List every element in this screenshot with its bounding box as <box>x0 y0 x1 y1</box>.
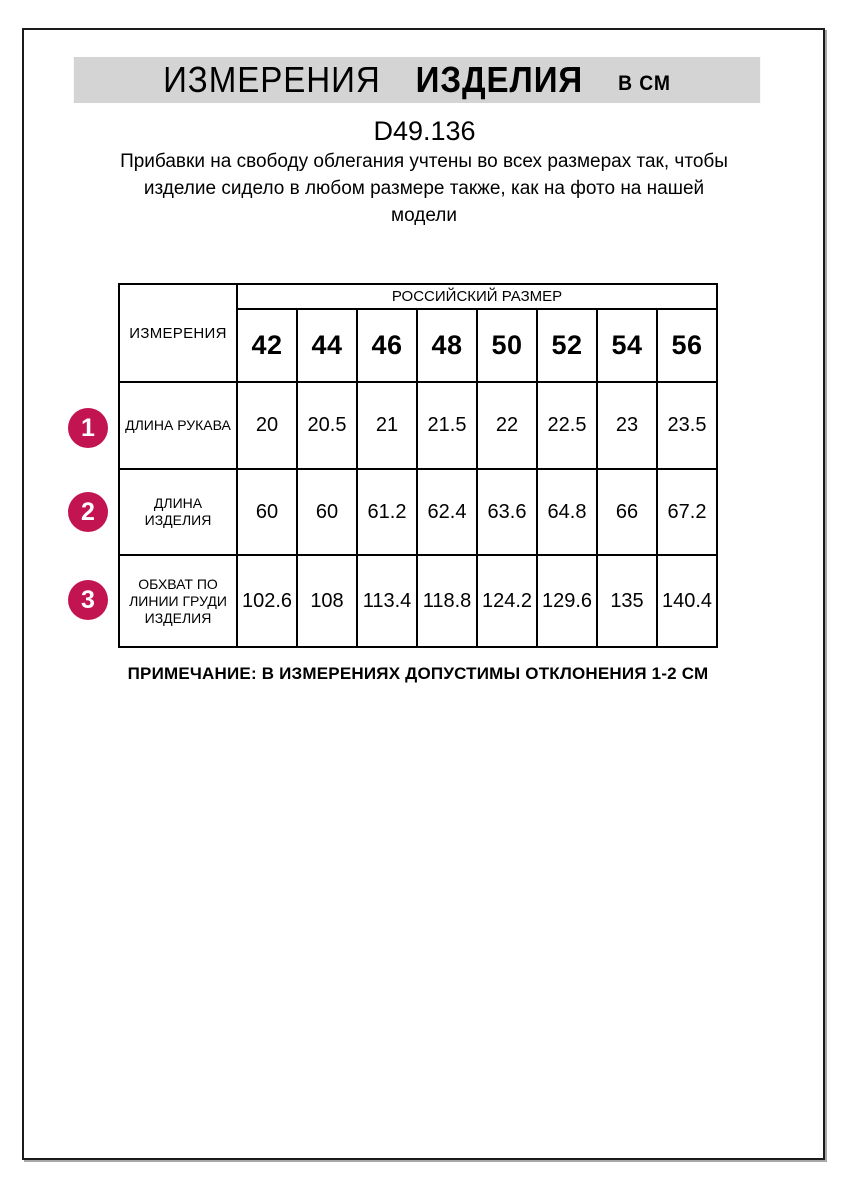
table-cell: 63.6 <box>477 469 537 555</box>
table-cell: 140.4 <box>657 555 717 647</box>
size-header: 54 <box>597 309 657 382</box>
title-product: ИЗДЕЛИЯ <box>415 59 584 100</box>
title-bar <box>74 57 760 103</box>
size-header: 56 <box>657 309 717 382</box>
row-number-badge-3: 3 <box>68 580 108 620</box>
row-label: ОБХВАТ ПО ЛИНИИ ГРУДИ ИЗДЕЛИЯ <box>119 555 237 647</box>
size-header: 44 <box>297 309 357 382</box>
row-number-badge-2: 2 <box>68 492 108 532</box>
size-header: 52 <box>537 309 597 382</box>
table-cell: 61.2 <box>357 469 417 555</box>
table-cell: 22.5 <box>537 382 597 469</box>
table-cell: 113.4 <box>357 555 417 647</box>
size-header: 50 <box>477 309 537 382</box>
table-row-sleeve-length <box>119 382 717 469</box>
table-cell: 67.2 <box>657 469 717 555</box>
row-number-badge-1: 1 <box>68 408 108 448</box>
table-cell: 23 <box>597 382 657 469</box>
tolerance-note: ПРИМЕЧАНИЕ: В ИЗМЕРЕНИЯХ ДОПУСТИМЫ ОТКЛОНЕНИЯ 1-2 СМ <box>127 664 709 683</box>
title-measurements: ИЗМЕРЕНИЯ <box>163 59 381 100</box>
article-number: D49.136 <box>373 116 476 146</box>
table-cell: 135 <box>597 555 657 647</box>
title-unit: В СМ <box>618 72 671 95</box>
table-cell: 20 <box>237 382 297 469</box>
size-header: 46 <box>357 309 417 382</box>
table-corner-label: ИЗМЕРЕНИЯ <box>119 284 237 382</box>
fit-description: Прибавки на свободу облегания учтены во всех размерах так, чтобы изделие сидело в любом размере также, как на фото на нашей модели <box>120 151 728 226</box>
table-cell: 21 <box>357 382 417 469</box>
table-cell: 23.5 <box>657 382 717 469</box>
table-cell: 118.8 <box>417 555 477 647</box>
table-row-item-length <box>119 469 717 555</box>
row-label: ДЛИНА ИЗДЕЛИЯ <box>119 469 237 555</box>
table-cell: 60 <box>237 469 297 555</box>
table-group-header-row <box>119 284 717 309</box>
table-cell: 102.6 <box>237 555 297 647</box>
row-label: ДЛИНА РУКАВА <box>119 382 237 469</box>
table-row-chest-girth <box>119 555 717 647</box>
table-cell: 20.5 <box>297 382 357 469</box>
table-cell: 124.2 <box>477 555 537 647</box>
table-cell: 64.8 <box>537 469 597 555</box>
table-group-header: РОССИЙСКИЙ РАЗМЕР <box>237 284 717 309</box>
table-cell: 129.6 <box>537 555 597 647</box>
table-cell: 60 <box>297 469 357 555</box>
size-table <box>118 283 718 648</box>
table-cell: 62.4 <box>417 469 477 555</box>
size-header: 42 <box>237 309 297 382</box>
table-cell: 22 <box>477 382 537 469</box>
table-cell: 108 <box>297 555 357 647</box>
size-header: 48 <box>417 309 477 382</box>
table-cell: 66 <box>597 469 657 555</box>
table-cell: 21.5 <box>417 382 477 469</box>
